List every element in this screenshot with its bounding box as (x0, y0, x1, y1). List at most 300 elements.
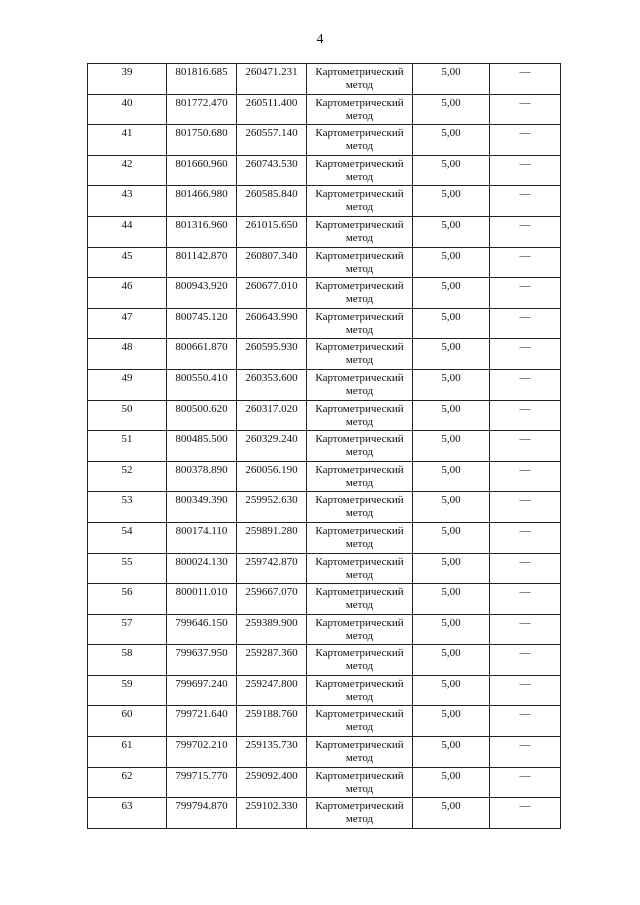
point-number-cell-text: 39 (121, 66, 133, 78)
x-coordinate-cell-text: 799697.240 (175, 677, 228, 690)
x-coordinate-cell-text: 799646.150 (175, 616, 228, 629)
table-row (88, 94, 561, 125)
note-cell (490, 125, 561, 156)
point-number-cell-text: 63 (121, 800, 133, 813)
method-cell (307, 308, 413, 339)
note-cell (490, 400, 561, 431)
note-cell-text: — (519, 188, 531, 201)
accuracy-cell-text: 5,00 (441, 647, 461, 660)
y-coordinate-cell (237, 553, 307, 584)
x-coordinate-cell-text: 801750.680 (175, 127, 228, 140)
accuracy-cell-text: 5,00 (441, 188, 461, 201)
point-number-cell-text: 41 (121, 127, 133, 140)
y-coordinate-cell-text: 259389.900 (245, 616, 298, 629)
y-coordinate-cell (237, 461, 307, 492)
point-number-cell (88, 64, 167, 95)
note-cell-text: — (519, 310, 531, 323)
method-cell-text: Картометрический метод (315, 494, 404, 520)
method-cell-text: Картометрический метод (315, 524, 404, 550)
note-cell (490, 675, 561, 706)
x-coordinate-cell (167, 125, 237, 156)
method-cell (307, 584, 413, 615)
point-number-cell-text: 59 (121, 677, 133, 690)
y-coordinate-cell (237, 94, 307, 125)
x-coordinate-cell-text: 801772.470 (175, 96, 228, 109)
table-row (88, 492, 561, 523)
x-coordinate-cell-text: 800011.010 (175, 586, 228, 599)
accuracy-cell (413, 737, 490, 768)
table-row (88, 767, 561, 798)
x-coordinate-cell-text: 800349.390 (175, 494, 228, 507)
note-cell (490, 155, 561, 186)
table-row (88, 216, 561, 247)
point-number-cell-text: 45 (121, 249, 133, 262)
method-cell-text: Картометрический метод (315, 616, 404, 642)
y-coordinate-cell-text: 260317.020 (245, 402, 298, 415)
table-row (88, 614, 561, 645)
x-coordinate-cell (167, 737, 237, 768)
note-cell-text: — (519, 524, 531, 537)
point-number-cell (88, 308, 167, 339)
y-coordinate-cell-text: 260643.990 (245, 310, 298, 323)
x-coordinate-cell (167, 64, 237, 95)
method-cell (307, 614, 413, 645)
note-cell (490, 278, 561, 309)
accuracy-cell-text: 5,00 (441, 66, 461, 78)
point-number-cell-text: 46 (121, 280, 133, 293)
y-coordinate-cell-text: 259952.630 (245, 494, 298, 507)
note-cell (490, 94, 561, 125)
table-row (88, 125, 561, 156)
x-coordinate-cell (167, 431, 237, 462)
y-coordinate-cell-text: 260743.530 (245, 157, 298, 170)
y-coordinate-cell (237, 431, 307, 462)
method-cell-text: Картометрический метод (315, 66, 404, 91)
note-cell-text: — (519, 616, 531, 629)
method-cell-text: Картометрический метод (315, 280, 404, 306)
method-cell (307, 94, 413, 125)
x-coordinate-cell (167, 339, 237, 370)
accuracy-cell (413, 461, 490, 492)
x-coordinate-cell (167, 675, 237, 706)
note-cell (490, 522, 561, 553)
table-row (88, 461, 561, 492)
accuracy-cell (413, 308, 490, 339)
x-coordinate-cell-text: 799794.870 (175, 800, 228, 813)
method-cell-text: Картометрический метод (315, 769, 404, 795)
table-row (88, 64, 561, 95)
accuracy-cell-text: 5,00 (441, 494, 461, 507)
table-row (88, 737, 561, 768)
method-cell (307, 798, 413, 829)
accuracy-cell-text: 5,00 (441, 524, 461, 537)
y-coordinate-cell-text: 259742.870 (245, 555, 298, 568)
y-coordinate-cell (237, 675, 307, 706)
note-cell-text: — (519, 218, 531, 231)
y-coordinate-cell (237, 400, 307, 431)
method-cell (307, 64, 413, 95)
accuracy-cell (413, 247, 490, 278)
note-cell (490, 798, 561, 829)
y-coordinate-cell (237, 584, 307, 615)
note-cell-text: — (519, 739, 531, 752)
note-cell (490, 431, 561, 462)
point-number-cell (88, 155, 167, 186)
accuracy-cell (413, 155, 490, 186)
x-coordinate-cell (167, 706, 237, 737)
table-row (88, 584, 561, 615)
y-coordinate-cell-text: 259102.330 (245, 800, 298, 813)
y-coordinate-cell (237, 339, 307, 370)
method-cell (307, 186, 413, 217)
point-number-cell-text: 47 (121, 310, 133, 323)
note-cell (490, 767, 561, 798)
point-number-cell (88, 522, 167, 553)
point-number-cell-text: 40 (121, 96, 133, 109)
x-coordinate-cell-text: 800174.110 (175, 524, 228, 537)
accuracy-cell-text: 5,00 (441, 218, 461, 231)
point-number-cell (88, 553, 167, 584)
point-number-cell (88, 584, 167, 615)
y-coordinate-cell-text: 259667.070 (245, 586, 298, 599)
point-number-cell-text: 55 (121, 555, 133, 568)
x-coordinate-cell (167, 247, 237, 278)
accuracy-cell (413, 706, 490, 737)
y-coordinate-cell-text: 259135.730 (245, 739, 298, 752)
method-cell-text: Картометрический метод (315, 96, 404, 122)
accuracy-cell-text: 5,00 (441, 739, 461, 752)
x-coordinate-cell (167, 645, 237, 676)
note-cell (490, 614, 561, 645)
x-coordinate-cell-text: 799637.950 (175, 647, 228, 660)
x-coordinate-cell (167, 400, 237, 431)
method-cell (307, 706, 413, 737)
x-coordinate-cell-text: 800745.120 (175, 310, 228, 323)
method-cell (307, 339, 413, 370)
method-cell (307, 675, 413, 706)
accuracy-cell-text: 5,00 (441, 249, 461, 262)
accuracy-cell (413, 645, 490, 676)
y-coordinate-cell-text: 260585.840 (245, 188, 298, 201)
point-number-cell (88, 94, 167, 125)
x-coordinate-cell (167, 308, 237, 339)
point-number-cell-text: 52 (121, 463, 133, 476)
note-cell-text: — (519, 402, 531, 415)
note-cell-text: — (519, 555, 531, 568)
accuracy-cell-text: 5,00 (441, 555, 461, 568)
point-number-cell (88, 706, 167, 737)
table-row (88, 186, 561, 217)
point-number-cell (88, 369, 167, 400)
accuracy-cell (413, 767, 490, 798)
accuracy-cell-text: 5,00 (441, 280, 461, 293)
method-cell (307, 431, 413, 462)
x-coordinate-cell-text: 800661.870 (175, 341, 228, 354)
x-coordinate-cell (167, 186, 237, 217)
x-coordinate-cell (167, 553, 237, 584)
method-cell (307, 553, 413, 584)
accuracy-cell (413, 64, 490, 95)
y-coordinate-cell-text: 259287.360 (245, 647, 298, 660)
accuracy-cell-text: 5,00 (441, 463, 461, 476)
point-number-cell (88, 431, 167, 462)
y-coordinate-cell (237, 737, 307, 768)
note-cell (490, 553, 561, 584)
note-cell (490, 64, 561, 95)
method-cell (307, 369, 413, 400)
x-coordinate-cell-text: 801466.980 (175, 188, 228, 201)
note-cell (490, 186, 561, 217)
x-coordinate-cell (167, 155, 237, 186)
accuracy-cell-text: 5,00 (441, 402, 461, 415)
point-number-cell (88, 216, 167, 247)
y-coordinate-cell-text: 259891.280 (245, 524, 298, 537)
point-number-cell (88, 125, 167, 156)
coordinates-table-body (88, 64, 561, 829)
y-coordinate-cell (237, 308, 307, 339)
method-cell-text: Картометрический метод (315, 463, 404, 489)
note-cell (490, 492, 561, 523)
y-coordinate-cell-text: 259247.800 (245, 677, 298, 690)
point-number-cell (88, 737, 167, 768)
point-number-cell (88, 278, 167, 309)
x-coordinate-cell (167, 767, 237, 798)
accuracy-cell-text: 5,00 (441, 96, 461, 109)
method-cell-text: Картометрический метод (315, 739, 404, 765)
note-cell (490, 369, 561, 400)
y-coordinate-cell (237, 216, 307, 247)
note-cell-text: — (519, 769, 531, 782)
accuracy-cell (413, 798, 490, 829)
y-coordinate-cell-text: 260353.600 (245, 371, 298, 384)
method-cell (307, 125, 413, 156)
method-cell-text: Картометрический метод (315, 127, 404, 153)
accuracy-cell (413, 339, 490, 370)
method-cell-text: Картометрический метод (315, 647, 404, 673)
note-cell-text: — (519, 127, 531, 140)
y-coordinate-cell (237, 64, 307, 95)
table-row (88, 798, 561, 829)
point-number-cell-text: 44 (121, 218, 133, 231)
y-coordinate-cell-text: 260677.010 (245, 280, 298, 293)
y-coordinate-cell-text: 260329.240 (245, 433, 298, 446)
point-number-cell (88, 614, 167, 645)
point-number-cell (88, 675, 167, 706)
accuracy-cell-text: 5,00 (441, 127, 461, 140)
note-cell-text: — (519, 371, 531, 384)
x-coordinate-cell-text: 801316.960 (175, 218, 228, 231)
method-cell-text: Картометрический метод (315, 433, 404, 459)
note-cell-text: — (519, 494, 531, 507)
point-number-cell-text: 48 (121, 341, 133, 354)
note-cell (490, 706, 561, 737)
method-cell-text: Картометрический метод (315, 188, 404, 214)
y-coordinate-cell-text: 260471.231 (245, 66, 298, 78)
point-number-cell-text: 60 (121, 708, 133, 721)
note-cell-text: — (519, 249, 531, 262)
point-number-cell-text: 51 (121, 433, 133, 446)
accuracy-cell (413, 492, 490, 523)
accuracy-cell-text: 5,00 (441, 433, 461, 446)
y-coordinate-cell-text: 261015.650 (245, 218, 298, 231)
note-cell-text: — (519, 341, 531, 354)
table-row (88, 431, 561, 462)
table-row (88, 675, 561, 706)
accuracy-cell (413, 431, 490, 462)
accuracy-cell-text: 5,00 (441, 616, 461, 629)
accuracy-cell (413, 216, 490, 247)
note-cell-text: — (519, 647, 531, 660)
y-coordinate-cell (237, 645, 307, 676)
note-cell-text: — (519, 280, 531, 293)
x-coordinate-cell (167, 216, 237, 247)
note-cell (490, 645, 561, 676)
note-cell-text: — (519, 708, 531, 721)
table-row (88, 278, 561, 309)
accuracy-cell-text: 5,00 (441, 341, 461, 354)
y-coordinate-cell (237, 706, 307, 737)
accuracy-cell (413, 584, 490, 615)
x-coordinate-cell (167, 798, 237, 829)
y-coordinate-cell (237, 186, 307, 217)
accuracy-cell-text: 5,00 (441, 677, 461, 690)
method-cell-text: Картометрический метод (315, 249, 404, 275)
accuracy-cell (413, 94, 490, 125)
accuracy-cell (413, 553, 490, 584)
method-cell-text: Картометрический метод (315, 341, 404, 367)
note-cell-text: — (519, 800, 531, 813)
x-coordinate-cell-text: 801660.960 (175, 157, 228, 170)
note-cell-text: — (519, 157, 531, 170)
method-cell-text: Картометрический метод (315, 402, 404, 428)
accuracy-cell (413, 522, 490, 553)
point-number-cell-text: 57 (121, 616, 133, 629)
note-cell (490, 461, 561, 492)
method-cell-text: Картометрический метод (315, 218, 404, 244)
note-cell-text: — (519, 677, 531, 690)
note-cell (490, 247, 561, 278)
table-row (88, 369, 561, 400)
y-coordinate-cell-text: 260807.340 (245, 249, 298, 262)
accuracy-cell (413, 278, 490, 309)
accuracy-cell-text: 5,00 (441, 157, 461, 170)
accuracy-cell-text: 5,00 (441, 769, 461, 782)
method-cell (307, 278, 413, 309)
method-cell (307, 492, 413, 523)
x-coordinate-cell-text: 800024.130 (175, 555, 228, 568)
accuracy-cell (413, 675, 490, 706)
table-row (88, 247, 561, 278)
x-coordinate-cell-text: 800485.500 (175, 433, 228, 446)
y-coordinate-cell-text: 260595.930 (245, 341, 298, 354)
accuracy-cell (413, 369, 490, 400)
table-row (88, 706, 561, 737)
accuracy-cell-text: 5,00 (441, 586, 461, 599)
point-number-cell (88, 767, 167, 798)
method-cell (307, 461, 413, 492)
y-coordinate-cell (237, 492, 307, 523)
method-cell-text: Картометрический метод (315, 555, 404, 581)
x-coordinate-cell-text: 800500.620 (175, 402, 228, 415)
y-coordinate-cell (237, 522, 307, 553)
x-coordinate-cell-text: 799715.770 (175, 769, 228, 782)
point-number-cell-text: 43 (121, 188, 133, 201)
page-number: 4 (316, 32, 324, 47)
accuracy-cell (413, 400, 490, 431)
note-cell (490, 216, 561, 247)
x-coordinate-cell (167, 584, 237, 615)
method-cell (307, 767, 413, 798)
method-cell-text: Картометрический метод (315, 677, 404, 703)
note-cell-text: — (519, 586, 531, 599)
x-coordinate-cell (167, 492, 237, 523)
point-number-cell-text: 49 (121, 371, 133, 384)
point-number-cell-text: 58 (121, 647, 133, 660)
point-number-cell (88, 492, 167, 523)
point-number-cell-text: 62 (121, 769, 133, 782)
y-coordinate-cell-text: 260056.190 (245, 463, 298, 476)
table-row (88, 522, 561, 553)
x-coordinate-cell (167, 278, 237, 309)
point-number-cell-text: 54 (121, 524, 133, 537)
accuracy-cell-text: 5,00 (441, 371, 461, 384)
x-coordinate-cell-text: 799702.210 (175, 739, 228, 752)
accuracy-cell (413, 125, 490, 156)
method-cell (307, 155, 413, 186)
coordinates-table (87, 63, 561, 829)
accuracy-cell-text: 5,00 (441, 310, 461, 323)
note-cell (490, 737, 561, 768)
method-cell-text: Картометрический метод (315, 371, 404, 397)
y-coordinate-cell (237, 369, 307, 400)
point-number-cell (88, 186, 167, 217)
x-coordinate-cell (167, 461, 237, 492)
x-coordinate-cell (167, 94, 237, 125)
x-coordinate-cell-text: 799721.640 (175, 708, 228, 721)
table-row (88, 645, 561, 676)
note-cell-text: — (519, 433, 531, 446)
accuracy-cell (413, 186, 490, 217)
y-coordinate-cell (237, 614, 307, 645)
point-number-cell-text: 42 (121, 157, 133, 170)
method-cell-text: Картометрический метод (315, 586, 404, 612)
y-coordinate-cell (237, 247, 307, 278)
note-cell-text: — (519, 96, 531, 109)
y-coordinate-cell (237, 155, 307, 186)
accuracy-cell-text: 5,00 (441, 708, 461, 721)
table-row (88, 155, 561, 186)
y-coordinate-cell (237, 798, 307, 829)
y-coordinate-cell-text: 260557.140 (245, 127, 298, 140)
x-coordinate-cell-text: 801142.870 (175, 249, 228, 262)
method-cell-text: Картометрический метод (315, 708, 404, 734)
point-number-cell (88, 461, 167, 492)
x-coordinate-cell (167, 369, 237, 400)
note-cell (490, 308, 561, 339)
x-coordinate-cell (167, 522, 237, 553)
point-number-cell (88, 798, 167, 829)
note-cell-text: — (519, 66, 531, 78)
method-cell (307, 522, 413, 553)
method-cell-text: Картометрический метод (315, 310, 404, 336)
table-row (88, 553, 561, 584)
x-coordinate-cell-text: 800943.920 (175, 280, 228, 293)
method-cell-text: Картометрический метод (315, 800, 404, 826)
y-coordinate-cell (237, 767, 307, 798)
point-number-cell-text: 53 (121, 494, 133, 507)
y-coordinate-cell (237, 278, 307, 309)
point-number-cell-text: 56 (121, 586, 133, 599)
